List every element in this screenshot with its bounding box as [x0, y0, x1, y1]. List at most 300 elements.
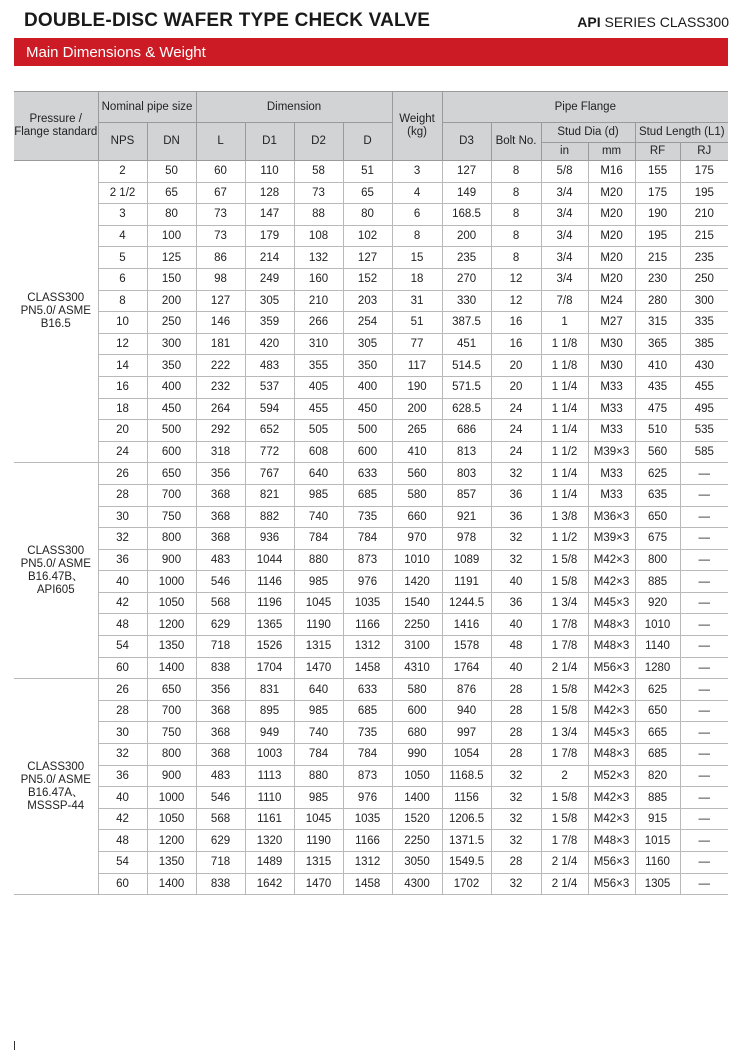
- cell-stud-dia-in: 1 1/4: [541, 398, 588, 420]
- cell-l: 368: [196, 700, 245, 722]
- cell-d: 1035: [343, 592, 392, 614]
- cell-d: 450: [343, 398, 392, 420]
- series-rest: SERIES CLASS300: [600, 14, 729, 30]
- header-mm: mm: [588, 143, 635, 161]
- cell-bolt-no: 32: [491, 463, 541, 485]
- cell-bolt-no: 28: [491, 852, 541, 874]
- table-row: [14, 592, 728, 614]
- header-bolt-no: Bolt No.: [491, 123, 541, 161]
- header-pipe-flange: Pipe Flange: [442, 92, 728, 123]
- table-row: [14, 420, 728, 442]
- cell-stud-length-rf: 1140: [635, 636, 680, 658]
- cell-stud-length-rj: 495: [680, 398, 728, 420]
- cell-stud-length-rj: —: [680, 528, 728, 550]
- cell-bolt-no: 48: [491, 636, 541, 658]
- cell-stud-dia-in: 3/4: [541, 204, 588, 226]
- cell-stud-length-rf: 155: [635, 161, 680, 183]
- cell-stud-length-rj: —: [680, 700, 728, 722]
- cell-weight: 2250: [392, 614, 442, 636]
- cell-stud-dia-mm: M30: [588, 333, 635, 355]
- cell-d2: 740: [294, 506, 343, 528]
- cell-d2: 740: [294, 722, 343, 744]
- cell-d: 127: [343, 247, 392, 269]
- table-row: [14, 463, 728, 485]
- cell-stud-length-rj: —: [680, 592, 728, 614]
- cell-l: 629: [196, 614, 245, 636]
- cell-dn: 350: [147, 355, 196, 377]
- cell-stud-length-rj: —: [680, 808, 728, 830]
- cell-d: 500: [343, 420, 392, 442]
- cell-stud-length-rj: —: [680, 722, 728, 744]
- header-nps: NPS: [98, 123, 147, 161]
- cell-stud-length-rj: 250: [680, 268, 728, 290]
- cell-stud-dia-in: 1 5/8: [541, 679, 588, 701]
- cell-d: 1166: [343, 830, 392, 852]
- cell-d1: 1003: [245, 744, 294, 766]
- cell-stud-dia-mm: M20: [588, 182, 635, 204]
- cell-stud-dia-mm: M42×3: [588, 808, 635, 830]
- cell-stud-length-rf: 230: [635, 268, 680, 290]
- cell-stud-dia-in: 1 5/8: [541, 787, 588, 809]
- cell-stud-dia-in: 1 1/2: [541, 528, 588, 550]
- cell-l: 98: [196, 268, 245, 290]
- cell-nps: 30: [98, 506, 147, 528]
- cell-stud-length-rf: 885: [635, 571, 680, 593]
- cell-d3: 200: [442, 225, 491, 247]
- cell-d1: 537: [245, 376, 294, 398]
- cell-stud-dia-mm: M52×3: [588, 765, 635, 787]
- cell-dn: 1350: [147, 852, 196, 874]
- cell-d: 735: [343, 506, 392, 528]
- cell-stud-length-rj: 300: [680, 290, 728, 312]
- header-nominal: Nominal pipe size: [98, 92, 196, 123]
- cell-stud-length-rf: 625: [635, 679, 680, 701]
- cell-d3: 921: [442, 506, 491, 528]
- cell-d2: 1045: [294, 808, 343, 830]
- table-row: [14, 506, 728, 528]
- cell-dn: 1400: [147, 873, 196, 895]
- cell-weight: 660: [392, 506, 442, 528]
- cell-stud-length-rj: —: [680, 830, 728, 852]
- cell-d1: 1161: [245, 808, 294, 830]
- cell-stud-length-rj: 385: [680, 333, 728, 355]
- cell-d: 633: [343, 463, 392, 485]
- cell-dn: 750: [147, 722, 196, 744]
- cell-d3: 1191: [442, 571, 491, 593]
- cell-d2: 1190: [294, 830, 343, 852]
- cell-d3: 1206.5: [442, 808, 491, 830]
- cell-d2: 108: [294, 225, 343, 247]
- cell-stud-dia-mm: M24: [588, 290, 635, 312]
- cell-d3: 387.5: [442, 312, 491, 334]
- cell-d: 600: [343, 441, 392, 463]
- header-dn: DN: [147, 123, 196, 161]
- cell-d2: 58: [294, 161, 343, 183]
- cell-d1: 1526: [245, 636, 294, 658]
- cell-nps: 36: [98, 765, 147, 787]
- table-row: [14, 722, 728, 744]
- cell-stud-dia-in: 1 3/8: [541, 506, 588, 528]
- cell-stud-length-rj: —: [680, 873, 728, 895]
- cell-d: 203: [343, 290, 392, 312]
- cell-weight: 190: [392, 376, 442, 398]
- table-row: [14, 312, 728, 334]
- cell-dn: 700: [147, 484, 196, 506]
- cell-weight: 1520: [392, 808, 442, 830]
- table-body: [14, 161, 728, 895]
- cell-stud-length-rf: 190: [635, 204, 680, 226]
- table-row: [14, 376, 728, 398]
- cell-stud-dia-mm: M20: [588, 268, 635, 290]
- cell-d2: 608: [294, 441, 343, 463]
- cell-l: 356: [196, 463, 245, 485]
- table-row: [14, 787, 728, 809]
- cell-d1: 936: [245, 528, 294, 550]
- cell-weight: 18: [392, 268, 442, 290]
- cell-stud-dia-mm: M56×3: [588, 873, 635, 895]
- cell-d3: 940: [442, 700, 491, 722]
- cell-d2: 784: [294, 528, 343, 550]
- cell-nps: 36: [98, 549, 147, 571]
- cell-d3: 997: [442, 722, 491, 744]
- cell-l: 127: [196, 290, 245, 312]
- cell-stud-length-rj: 175: [680, 161, 728, 183]
- cell-bolt-no: 32: [491, 765, 541, 787]
- cell-stud-length-rj: —: [680, 852, 728, 874]
- cell-d1: 1110: [245, 787, 294, 809]
- cell-stud-dia-in: 3/4: [541, 182, 588, 204]
- cell-dn: 1000: [147, 787, 196, 809]
- cell-weight: 4: [392, 182, 442, 204]
- cell-weight: 680: [392, 722, 442, 744]
- cell-d2: 310: [294, 333, 343, 355]
- table-row: [14, 398, 728, 420]
- cell-stud-length-rf: 675: [635, 528, 680, 550]
- cell-weight: 3: [392, 161, 442, 183]
- cell-stud-length-rf: 920: [635, 592, 680, 614]
- cell-l: 73: [196, 204, 245, 226]
- cell-d3: 270: [442, 268, 491, 290]
- table-row: [14, 290, 728, 312]
- cell-stud-length-rj: 195: [680, 182, 728, 204]
- cell-nps: 20: [98, 420, 147, 442]
- cell-stud-dia-mm: M42×3: [588, 700, 635, 722]
- cell-d3: 1702: [442, 873, 491, 895]
- table-row: [14, 852, 728, 874]
- cell-d2: 985: [294, 484, 343, 506]
- cell-d2: 784: [294, 744, 343, 766]
- cell-stud-dia-mm: M45×3: [588, 722, 635, 744]
- cell-stud-dia-in: 1 1/4: [541, 463, 588, 485]
- cell-dn: 800: [147, 528, 196, 550]
- cell-bolt-no: 16: [491, 333, 541, 355]
- cell-stud-dia-mm: M48×3: [588, 614, 635, 636]
- cell-d: 1312: [343, 636, 392, 658]
- cell-stud-dia-in: 1 1/4: [541, 420, 588, 442]
- cell-weight: 77: [392, 333, 442, 355]
- cell-bolt-no: 8: [491, 225, 541, 247]
- cell-nps: 2: [98, 161, 147, 183]
- cell-l: 718: [196, 852, 245, 874]
- cell-stud-length-rj: —: [680, 549, 728, 571]
- cell-d3: 1168.5: [442, 765, 491, 787]
- cell-stud-length-rf: 665: [635, 722, 680, 744]
- cell-dn: 200: [147, 290, 196, 312]
- cell-d1: 652: [245, 420, 294, 442]
- cell-stud-dia-mm: M39×3: [588, 528, 635, 550]
- cell-nps: 3: [98, 204, 147, 226]
- cell-d2: 210: [294, 290, 343, 312]
- section-header: Main Dimensions & Weight: [14, 38, 728, 66]
- cell-weight: 8: [392, 225, 442, 247]
- cell-bolt-no: 16: [491, 312, 541, 334]
- cell-stud-length-rj: —: [680, 484, 728, 506]
- cell-d1: 147: [245, 204, 294, 226]
- cell-nps: 26: [98, 679, 147, 701]
- table-row: [14, 484, 728, 506]
- cell-stud-dia-in: 1 1/2: [541, 441, 588, 463]
- cell-nps: 60: [98, 873, 147, 895]
- cell-stud-length-rf: 885: [635, 787, 680, 809]
- table-row: [14, 636, 728, 658]
- cell-stud-length-rf: 650: [635, 506, 680, 528]
- cell-stud-length-rj: —: [680, 787, 728, 809]
- cell-stud-length-rj: 585: [680, 441, 728, 463]
- cell-stud-dia-in: 1 1/4: [541, 484, 588, 506]
- cell-d: 873: [343, 549, 392, 571]
- cell-d: 51: [343, 161, 392, 183]
- cell-d: 1166: [343, 614, 392, 636]
- cell-weight: 1400: [392, 787, 442, 809]
- cell-nps: 14: [98, 355, 147, 377]
- cell-d: 976: [343, 571, 392, 593]
- cell-nps: 16: [98, 376, 147, 398]
- cell-l: 146: [196, 312, 245, 334]
- cell-weight: 4300: [392, 873, 442, 895]
- cell-l: 718: [196, 636, 245, 658]
- cell-stud-length-rf: 410: [635, 355, 680, 377]
- cell-d3: 1549.5: [442, 852, 491, 874]
- table-row: [14, 268, 728, 290]
- cell-bolt-no: 8: [491, 161, 541, 183]
- cell-nps: 42: [98, 592, 147, 614]
- cell-nps: 42: [98, 808, 147, 830]
- cell-d3: 686: [442, 420, 491, 442]
- cell-stud-dia-mm: M42×3: [588, 549, 635, 571]
- cell-l: 222: [196, 355, 245, 377]
- cell-weight: 2250: [392, 830, 442, 852]
- cell-stud-length-rf: 1015: [635, 830, 680, 852]
- cell-bolt-no: 8: [491, 204, 541, 226]
- cell-d1: 1113: [245, 765, 294, 787]
- cell-d: 102: [343, 225, 392, 247]
- cell-dn: 700: [147, 700, 196, 722]
- cell-d: 873: [343, 765, 392, 787]
- cell-dn: 1000: [147, 571, 196, 593]
- cell-stud-dia-in: 2 1/4: [541, 873, 588, 895]
- cell-d: 350: [343, 355, 392, 377]
- cell-stud-length-rj: 430: [680, 355, 728, 377]
- cell-bolt-no: 8: [491, 247, 541, 269]
- cell-l: 838: [196, 873, 245, 895]
- cell-d2: 640: [294, 463, 343, 485]
- cell-weight: 600: [392, 700, 442, 722]
- cell-d3: 168.5: [442, 204, 491, 226]
- cell-l: 546: [196, 571, 245, 593]
- cell-weight: 265: [392, 420, 442, 442]
- cell-l: 368: [196, 722, 245, 744]
- cell-bolt-no: 36: [491, 484, 541, 506]
- cell-d1: 1320: [245, 830, 294, 852]
- cell-d1: 305: [245, 290, 294, 312]
- cell-bolt-no: 32: [491, 528, 541, 550]
- cell-l: 368: [196, 528, 245, 550]
- cell-nps: 6: [98, 268, 147, 290]
- table-row: [14, 225, 728, 247]
- cell-dn: 900: [147, 549, 196, 571]
- cell-bolt-no: 32: [491, 830, 541, 852]
- table-row: [14, 700, 728, 722]
- cell-dn: 1200: [147, 614, 196, 636]
- cell-l: 181: [196, 333, 245, 355]
- cell-stud-dia-in: 5/8: [541, 161, 588, 183]
- cell-d1: 359: [245, 312, 294, 334]
- cell-stud-length-rf: 800: [635, 549, 680, 571]
- cell-d: 305: [343, 333, 392, 355]
- cell-stud-dia-mm: M33: [588, 398, 635, 420]
- cell-bolt-no: 36: [491, 506, 541, 528]
- cell-stud-dia-in: 1 3/4: [541, 722, 588, 744]
- cell-weight: 580: [392, 679, 442, 701]
- cell-l: 60: [196, 161, 245, 183]
- cell-stud-dia-mm: M48×3: [588, 636, 635, 658]
- cell-d1: 483: [245, 355, 294, 377]
- cell-d: 1312: [343, 852, 392, 874]
- cell-d3: 813: [442, 441, 491, 463]
- cell-stud-dia-mm: M42×3: [588, 679, 635, 701]
- table-row: [14, 161, 728, 183]
- cell-d1: 594: [245, 398, 294, 420]
- table-row: [14, 765, 728, 787]
- cell-d: 400: [343, 376, 392, 398]
- cell-weight: 4310: [392, 657, 442, 679]
- cell-l: 368: [196, 744, 245, 766]
- cell-nps: 48: [98, 614, 147, 636]
- cell-stud-dia-in: 1 3/4: [541, 592, 588, 614]
- cell-dn: 80: [147, 204, 196, 226]
- cell-stud-dia-in: 1 5/8: [541, 549, 588, 571]
- page-title: DOUBLE-DISC WAFER TYPE CHECK VALVE: [24, 10, 431, 31]
- cell-stud-dia-in: 2 1/4: [541, 657, 588, 679]
- cell-weight: 3100: [392, 636, 442, 658]
- cell-bolt-no: 28: [491, 722, 541, 744]
- cell-d2: 88: [294, 204, 343, 226]
- cell-stud-length-rj: —: [680, 765, 728, 787]
- cell-stud-length-rf: 1280: [635, 657, 680, 679]
- cell-nps: 60: [98, 657, 147, 679]
- cell-d1: 882: [245, 506, 294, 528]
- cell-d1: 1196: [245, 592, 294, 614]
- cell-d1: 1642: [245, 873, 294, 895]
- cell-d2: 1315: [294, 852, 343, 874]
- cell-d: 80: [343, 204, 392, 226]
- cell-nps: 32: [98, 528, 147, 550]
- cell-d: 633: [343, 679, 392, 701]
- table-row: [14, 204, 728, 226]
- cell-stud-dia-mm: M20: [588, 247, 635, 269]
- cell-d1: 214: [245, 247, 294, 269]
- cell-dn: 1050: [147, 592, 196, 614]
- cell-d2: 505: [294, 420, 343, 442]
- cell-stud-length-rf: 315: [635, 312, 680, 334]
- cell-stud-length-rf: 435: [635, 376, 680, 398]
- cell-stud-length-rj: —: [680, 571, 728, 593]
- cell-d2: 160: [294, 268, 343, 290]
- cell-nps: 2 1/2: [98, 182, 147, 204]
- cell-dn: 450: [147, 398, 196, 420]
- header-in: in: [541, 143, 588, 161]
- cell-d: 784: [343, 528, 392, 550]
- cell-dn: 125: [147, 247, 196, 269]
- cell-dn: 150: [147, 268, 196, 290]
- header-dimension: Dimension: [196, 92, 392, 123]
- cell-l: 292: [196, 420, 245, 442]
- cell-dn: 1050: [147, 808, 196, 830]
- cell-bolt-no: 24: [491, 441, 541, 463]
- group-label: CLASS300 PN5.0/ ASME B16.47A、 MSSSP-44: [14, 679, 98, 895]
- cell-stud-dia-in: 1 7/8: [541, 830, 588, 852]
- cell-nps: 10: [98, 312, 147, 334]
- cell-stud-length-rj: 235: [680, 247, 728, 269]
- cell-stud-dia-mm: M56×3: [588, 657, 635, 679]
- cell-weight: 1540: [392, 592, 442, 614]
- cell-dn: 65: [147, 182, 196, 204]
- cell-stud-length-rj: —: [680, 657, 728, 679]
- table-row: [14, 182, 728, 204]
- cell-nps: 32: [98, 744, 147, 766]
- table-row: [14, 247, 728, 269]
- cell-stud-length-rf: 475: [635, 398, 680, 420]
- cell-dn: 800: [147, 744, 196, 766]
- cell-d3: 514.5: [442, 355, 491, 377]
- cell-d2: 355: [294, 355, 343, 377]
- cell-l: 568: [196, 592, 245, 614]
- cell-l: 264: [196, 398, 245, 420]
- cell-d2: 132: [294, 247, 343, 269]
- cell-stud-dia-mm: M36×3: [588, 506, 635, 528]
- cell-bolt-no: 28: [491, 679, 541, 701]
- cell-stud-dia-in: 1 1/4: [541, 376, 588, 398]
- cell-bolt-no: 32: [491, 549, 541, 571]
- table-row: [14, 549, 728, 571]
- cell-bolt-no: 36: [491, 592, 541, 614]
- cell-stud-length-rf: 650: [635, 700, 680, 722]
- cell-d2: 985: [294, 571, 343, 593]
- cell-dn: 600: [147, 441, 196, 463]
- cell-d3: 451: [442, 333, 491, 355]
- cell-d1: 420: [245, 333, 294, 355]
- cell-dn: 650: [147, 679, 196, 701]
- cell-d: 152: [343, 268, 392, 290]
- cell-d3: 1156: [442, 787, 491, 809]
- header-d2: D2: [294, 123, 343, 161]
- cell-d2: 405: [294, 376, 343, 398]
- cell-l: 838: [196, 657, 245, 679]
- table-row: [14, 333, 728, 355]
- cell-l: 629: [196, 830, 245, 852]
- cell-l: 483: [196, 765, 245, 787]
- cell-weight: 200: [392, 398, 442, 420]
